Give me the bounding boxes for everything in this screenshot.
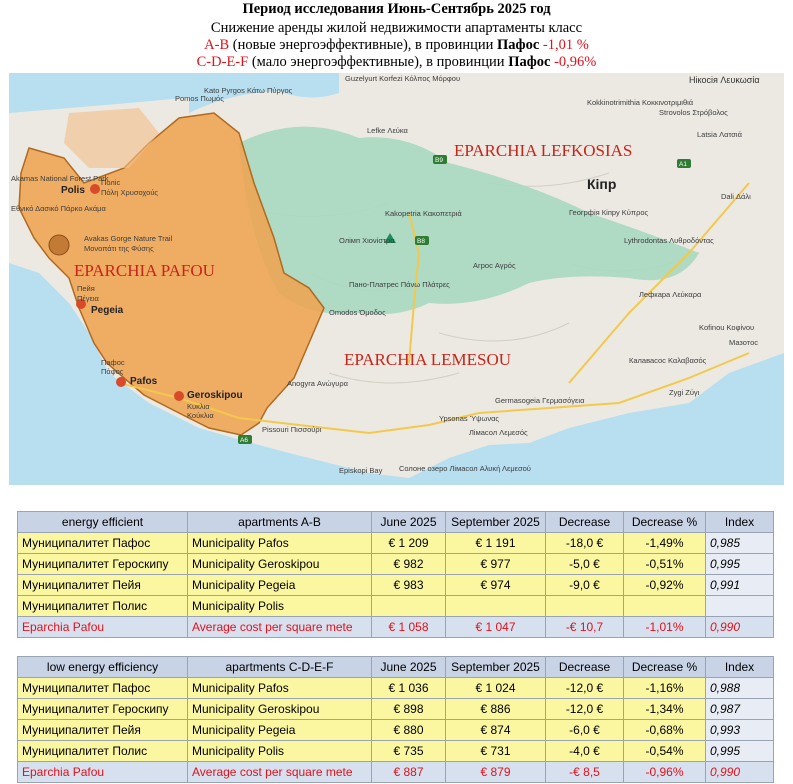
table-row [18, 554, 774, 575]
table-row [18, 741, 774, 762]
table-cell: Муниципалитет Полис [18, 596, 188, 617]
table-cell: 0,985 [706, 533, 774, 554]
label-olimp: Олімп Χιονίστρα [339, 236, 395, 245]
table-cell: Eparchia Pafou [18, 617, 188, 638]
road-shield-b8-label: B8 [417, 238, 425, 245]
table-header-row [18, 657, 774, 678]
table-cell: € 880 [372, 720, 446, 741]
class-ab: A-B [204, 37, 230, 53]
table-cell: Average cost per square mete [188, 617, 372, 638]
table-row [18, 596, 774, 617]
line-ab-region: Пафос [497, 37, 540, 53]
label-eparchia-lefkosias: EPARCHIA LEFKOSIAS [454, 141, 633, 160]
table-cell: Муниципалитет Пейя [18, 720, 188, 741]
table-cell: -0,96% [624, 762, 706, 783]
table-cell: 0,990 [706, 762, 774, 783]
table-cell: € 1 209 [372, 533, 446, 554]
table-cell: € 731 [446, 741, 546, 762]
table-cell: Муниципалитет Пафос [18, 533, 188, 554]
table-cell: Decrease [546, 657, 624, 678]
label-kokkinotrimithia: Kokkinotrimithia Κοκκινοτριμιθιά [587, 98, 694, 107]
table-cell: -0,54% [624, 741, 706, 762]
table-cell: € 982 [372, 554, 446, 575]
label-akamas: Akamas National Forest Park [11, 174, 109, 183]
label-morfou: Guzelyurt Korfezi Κόλπος Μόρφου [345, 74, 461, 83]
label-episkopi: Episkopi Bay [339, 466, 383, 475]
table-cell: 0,991 [706, 575, 774, 596]
table-cell: Index [706, 512, 774, 533]
label-avakas-gr: Μονοπάτι της Φύσης [84, 244, 154, 253]
label-pano-platres: Пано-Платрес Πάνω Πλάτρες [349, 280, 450, 289]
table-cell: -€ 10,7 [546, 617, 624, 638]
table-cell [624, 596, 706, 617]
label-agros: Агрос Αγρός [473, 261, 516, 270]
table-cell: -6,0 € [546, 720, 624, 741]
cyprus-map[interactable] [9, 73, 784, 485]
town-geroskipou: Geroskipou [187, 390, 243, 401]
table-cell: € 974 [446, 575, 546, 596]
class-cdef: C-D-E-F [196, 54, 249, 70]
table-cell: € 1 058 [372, 617, 446, 638]
table-cell: -5,0 € [546, 554, 624, 575]
road-shield-a1-label: A1 [679, 161, 687, 168]
value-cdef: -0,96% [550, 54, 597, 70]
table-cell: Average cost per square mete [188, 762, 372, 783]
table-cell: -0,92% [624, 575, 706, 596]
label-country: Кіпр [587, 176, 617, 192]
pafos-gr: Πάφος [101, 367, 124, 376]
header-line-cdef [0, 54, 793, 70]
label-pomos: Pomos Πωμός [175, 94, 224, 103]
label-georgia: Геогрфія Кіпру Κύπρος [569, 208, 649, 217]
polis-marker[interactable] [90, 184, 100, 194]
table-cell: Index [706, 657, 774, 678]
table-cell: Муниципалитет Героскипу [18, 554, 188, 575]
table-summary-row [18, 617, 774, 638]
table-cell: low energy efficiency [18, 657, 188, 678]
table-cell: Municipality Pafos [188, 678, 372, 699]
label-germasogeia: Germasogeia Γερμασόγεια [495, 396, 585, 405]
table-cell: Decrease % [624, 657, 706, 678]
table-cell: June 2025 [372, 657, 446, 678]
table-cell: 0,987 [706, 699, 774, 720]
table-cell: -1,01% [624, 617, 706, 638]
town-polis: Polis [61, 185, 85, 196]
line-cdef-region: Пафос [508, 54, 551, 70]
table-cell: -18,0 € [546, 533, 624, 554]
label-akamas-gr: Εθνικό Δασικό Πάρκο Ακάμα [11, 204, 106, 213]
header-subtitle: Снижение аренды жилой недвижимости апартаменты класс [210, 20, 583, 36]
table-cell: -4,0 € [546, 741, 624, 762]
table-cell: Eparchia Pafou [18, 762, 188, 783]
table-cell: Municipality Pegeia [188, 575, 372, 596]
table-cell: Municipality Geroskipou [188, 699, 372, 720]
table-energy-efficient [17, 511, 774, 638]
label-lefka: Lefke Λεύκα [367, 126, 408, 135]
polis-gr: Πόλη Χρυσοχούς [101, 188, 159, 197]
table-cell: Municipality Pafos [188, 533, 372, 554]
table-cell: -1,16% [624, 678, 706, 699]
label-dali: Dali Δάλι [721, 192, 751, 201]
table-cell: € 898 [372, 699, 446, 720]
table-cell: -€ 8,5 [546, 762, 624, 783]
label-salt-lake: Солоне озеро Лімасол Αλυκή Λεμεσού [399, 464, 531, 473]
label-kakopetria: Kakopetria Κακοπετριά [385, 209, 462, 218]
label-eparchia-pafou: EPARCHIA PAFOU [74, 261, 215, 280]
table-cell: apartments C-D-E-F [188, 657, 372, 678]
town-pegeia: Pegeia [91, 305, 124, 316]
header-title: Период исследования Июнь-Сентябрь 2025 год [242, 1, 551, 17]
pegeia-gr: Πέγεια [77, 294, 99, 303]
table-cell: Municipality Polis [188, 741, 372, 762]
table-cell [546, 596, 624, 617]
table-cell: September 2025 [446, 657, 546, 678]
label-kofinou: Kofinou Κοφίνου [699, 323, 755, 332]
label-lythrodontas: Lythrodontas Λυθροδόντας [624, 236, 714, 245]
table-header-row [18, 512, 774, 533]
table-cell: € 886 [446, 699, 546, 720]
table-cell: -0,51% [624, 554, 706, 575]
road-shield-b9-label: B9 [435, 157, 443, 164]
table-row [18, 720, 774, 741]
table-cell: 0,990 [706, 617, 774, 638]
road-shield-a6-label: A6 [240, 437, 248, 444]
table-cell: -12,0 € [546, 699, 624, 720]
table-cell: September 2025 [446, 512, 546, 533]
table-row [18, 533, 774, 554]
label-kalavasos: Калавасос Καλαβασός [629, 356, 707, 365]
table-row [18, 678, 774, 699]
table-cell: Муниципалитет Героскипу [18, 699, 188, 720]
table-cell: Муниципалитет Пафос [18, 678, 188, 699]
table-cell: Decrease [546, 512, 624, 533]
table-cell [446, 596, 546, 617]
geroskipou-gr: Κούκλια [187, 411, 214, 420]
table-cell: 0,993 [706, 720, 774, 741]
table-cell [706, 596, 774, 617]
line-ab-text: (новые энергоэффективные), в провинции [229, 37, 498, 53]
label-strovolos: Strovolos Στρόβολος [659, 108, 728, 117]
table-cell: Муниципалитет Полис [18, 741, 188, 762]
table-cell: 0,995 [706, 554, 774, 575]
geroskipou-sub: Κυκλια [187, 402, 210, 411]
park-icon[interactable] [49, 235, 69, 255]
table-cell: Decrease % [624, 512, 706, 533]
value-ab: -1,01 % [539, 37, 589, 53]
label-omodos: Omodos Όμοδος [329, 308, 386, 317]
label-kato-pyrgos: Kato Pyrgos Κάτω Πύργος [204, 86, 293, 95]
table-cell: Municipality Pegeia [188, 720, 372, 741]
label-mazotos: Мазотос [729, 338, 759, 347]
table-cell: energy efficient [18, 512, 188, 533]
table-cell: apartments A-B [188, 512, 372, 533]
table-cell [372, 596, 446, 617]
town-pafos: Pafos [130, 376, 158, 387]
geroskipou-marker[interactable] [174, 391, 184, 401]
table-cell: € 879 [446, 762, 546, 783]
table-cell: -1,49% [624, 533, 706, 554]
table-cell: € 1 191 [446, 533, 546, 554]
label-ypsonas: Ypsonas Ύψωνας [439, 414, 500, 423]
label-lefkara: Лефкара Λεύκαρα [639, 290, 702, 299]
table-cell: -1,34% [624, 699, 706, 720]
label-zygi: Zygi Ζύγι [669, 388, 700, 397]
line-cdef-text: (мало энергоэффективные), в провинции [248, 54, 509, 70]
pegeia-sub: Пейя [77, 284, 95, 293]
table-cell: -12,0 € [546, 678, 624, 699]
table-cell: -9,0 € [546, 575, 624, 596]
table-cell: € 874 [446, 720, 546, 741]
label-pissouri: Pissouri Πισσούρι [262, 425, 322, 434]
table-cell: Муниципалитет Пейя [18, 575, 188, 596]
pafos-marker[interactable] [116, 377, 126, 387]
table-cell: Municipality Polis [188, 596, 372, 617]
table-cell: € 887 [372, 762, 446, 783]
label-latsia: Latsia Λατσιά [697, 130, 742, 139]
table-cell: € 977 [446, 554, 546, 575]
table-cell: 0,995 [706, 741, 774, 762]
table-cell: € 1 047 [446, 617, 546, 638]
table-cell: June 2025 [372, 512, 446, 533]
header-line-ab [0, 37, 793, 53]
polis-sub: Поліс [101, 178, 121, 187]
label-eparchia-lemesou: EPARCHIA LEMESOU [344, 350, 512, 369]
table-cell: € 1 024 [446, 678, 546, 699]
table-cell: € 1 036 [372, 678, 446, 699]
table-cell: 0,988 [706, 678, 774, 699]
table-low-energy-efficiency [17, 656, 774, 783]
label-limassol: Лімасол Λεμεσός [469, 428, 528, 437]
label-nicosia: Нікосія Λευκωσία [689, 75, 760, 85]
table-cell: Municipality Geroskipou [188, 554, 372, 575]
pafos-sub: Пафос [101, 358, 125, 367]
table-cell: € 735 [372, 741, 446, 762]
table-cell: -0,68% [624, 720, 706, 741]
table-row [18, 699, 774, 720]
table-cell: € 983 [372, 575, 446, 596]
label-anogyra: Anogyra Ανώγυρα [287, 379, 348, 388]
table-row [18, 575, 774, 596]
label-avakas: Avakas Gorge Nature Trail [84, 234, 173, 243]
table-summary-row [18, 762, 774, 783]
